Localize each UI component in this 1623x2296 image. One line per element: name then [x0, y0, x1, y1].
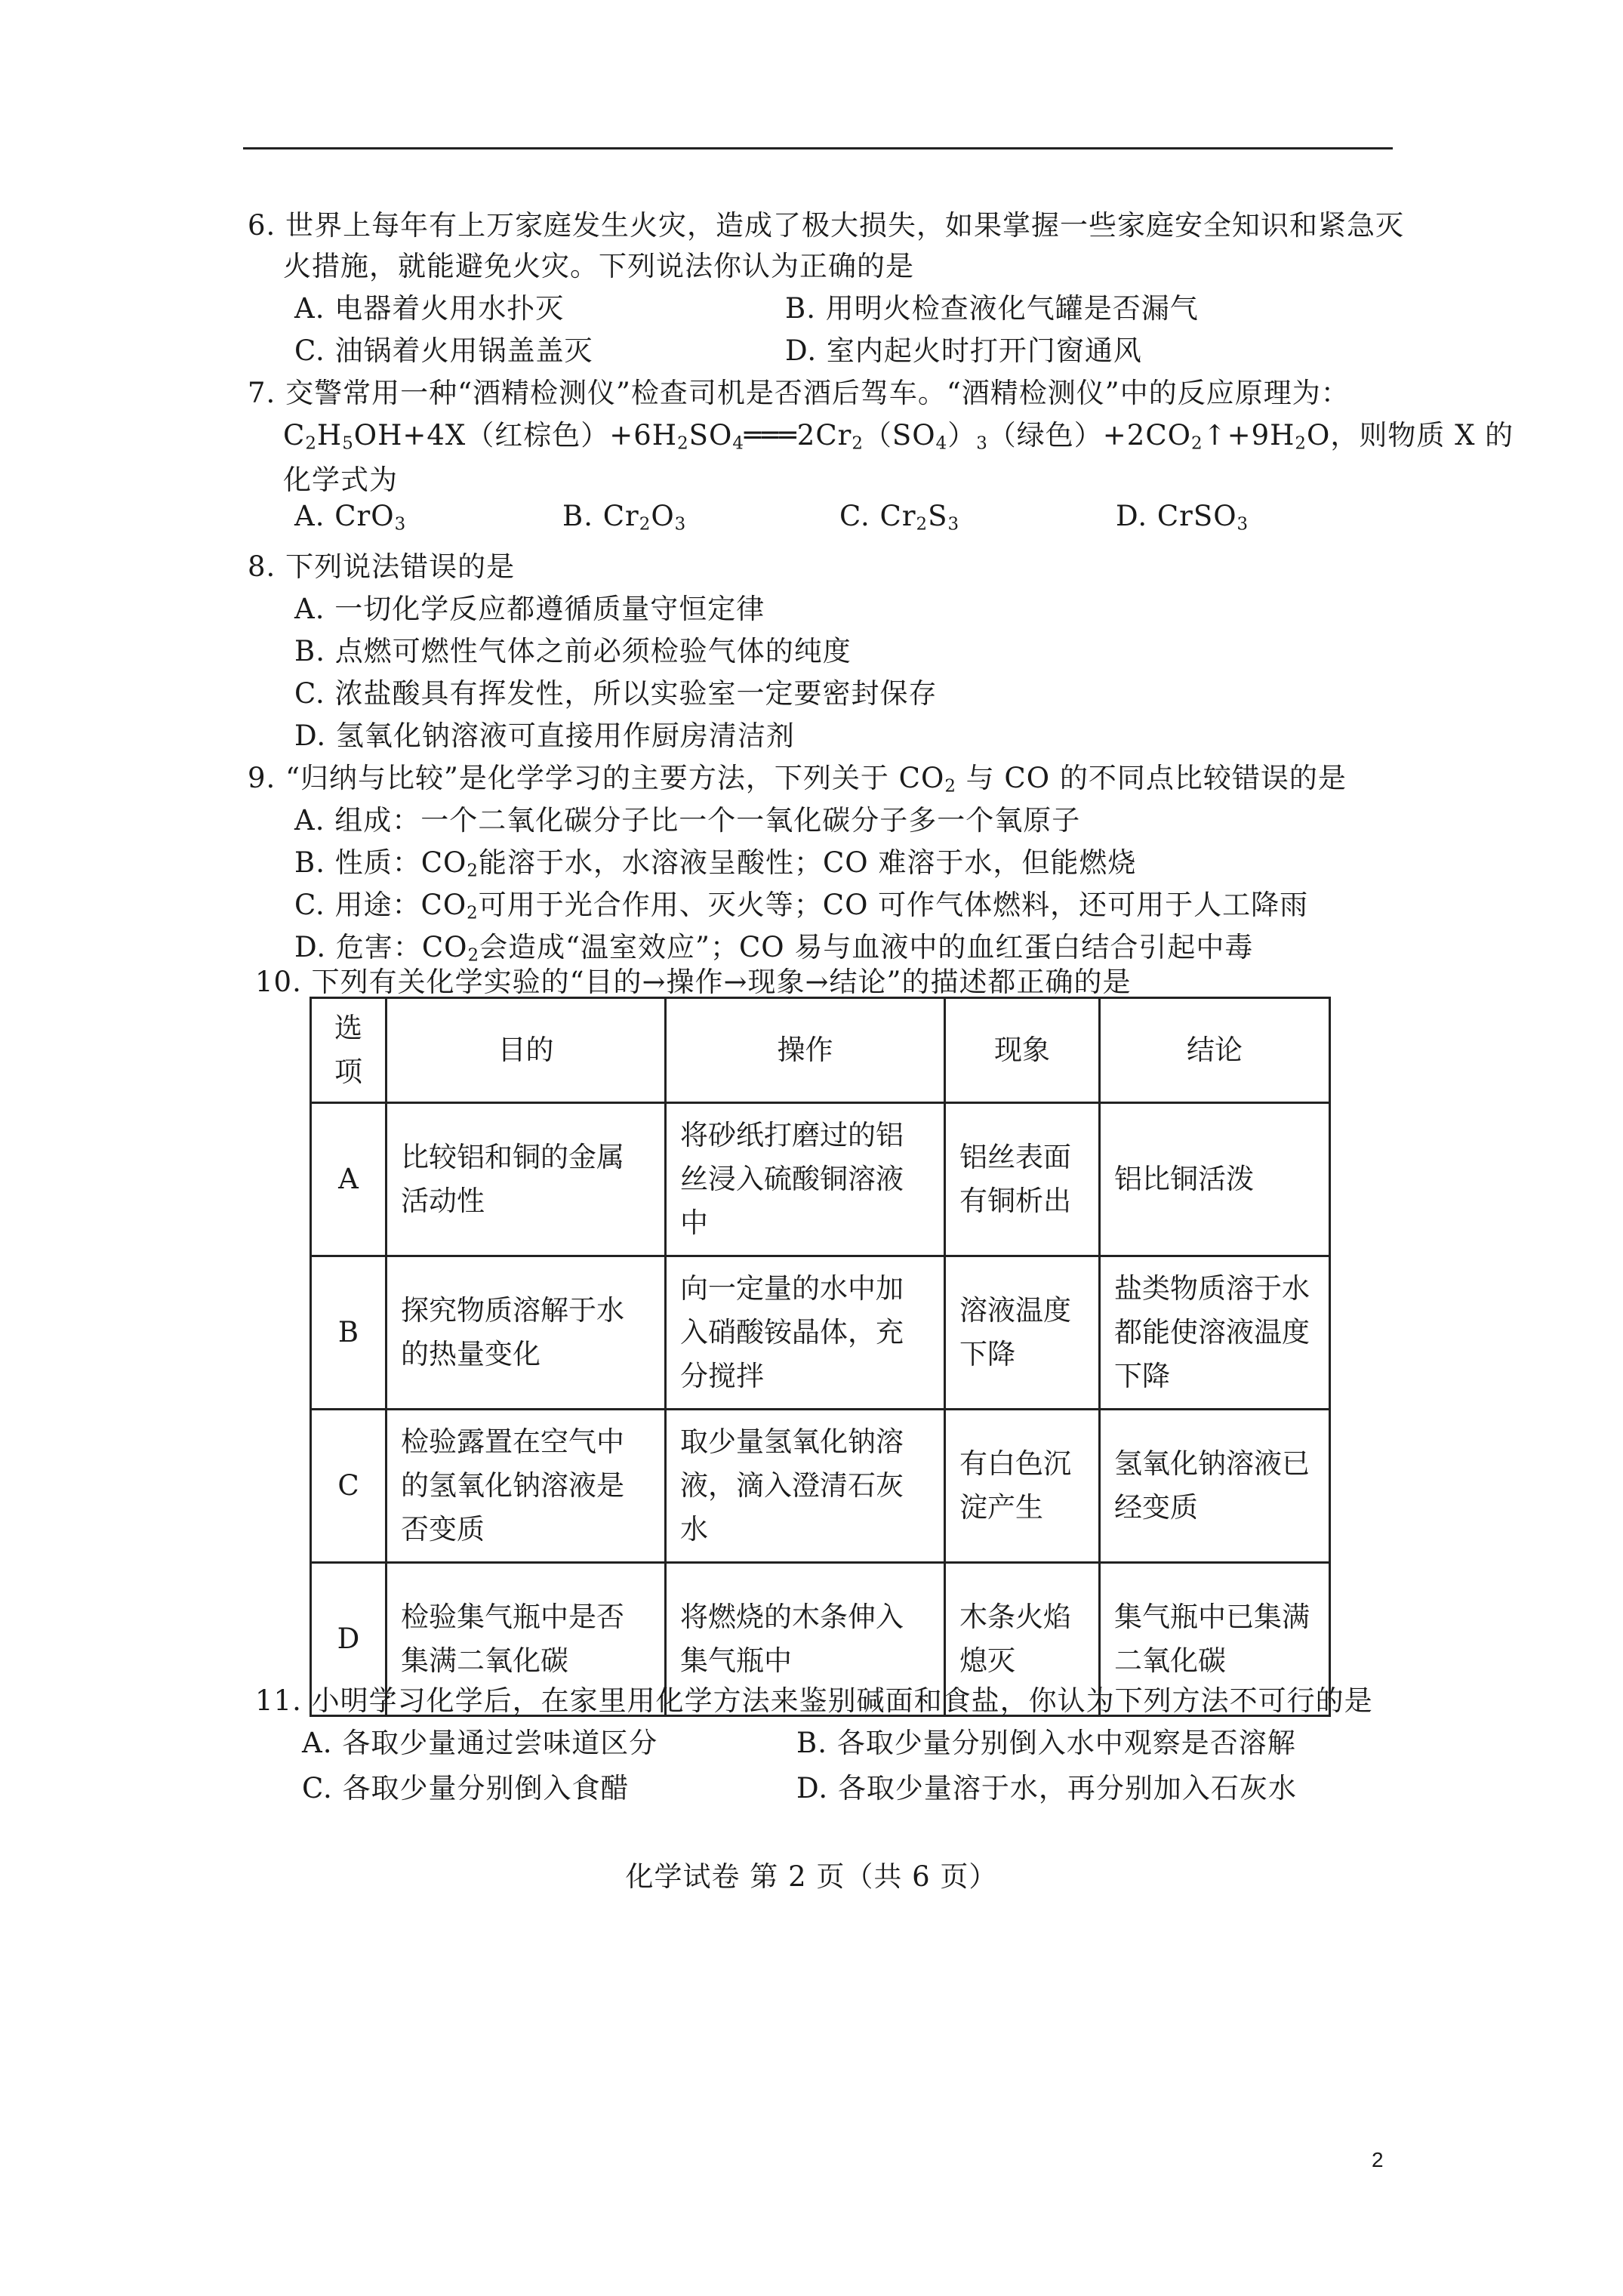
q10-line1: 10. 下列有关化学实验的“目的→操作→现象→结论”的描述都正确的是 — [255, 966, 1132, 998]
cell-operation: 向一定量的水中加入硝酸铵晶体，充分搅拌 — [666, 1256, 945, 1410]
q9-option-a: A. 组成：一个二氧化碳分子比一个一氧化碳分子多一个氧原子 — [294, 804, 1081, 837]
q11-line1: 11. 小明学习化学后，在家里用化学方法来鉴别碱面和食盐，你认为下列方法不可行的是 — [255, 1684, 1373, 1717]
cell-phenomenon: 溶液温度下降 — [945, 1256, 1100, 1410]
q7-equation: $C_2H_5OH+4X$（红棕色）$+6H_2SO_4═══2Cr_2(SO_4)_3$（绿色）$+2CO_2↑+9H_2O$，则物质 X 的 — [283, 419, 1514, 454]
cell-option: B — [311, 1256, 387, 1410]
q9-line1: 9. “归纳与比较”是化学学习的主要方法，下列关于 $CO_2$ 与 CO 的不同点比较错误的是 — [248, 762, 1347, 797]
cell-phenomenon: 有白色沉淀产生 — [945, 1410, 1100, 1563]
cell-purpose: 检验露置在空气中的氢氧化钠溶液是否变质 — [387, 1410, 666, 1563]
q8-option-d: D. 氢氧化钠溶液可直接用作厨房清洁剂 — [294, 720, 795, 752]
header-conclusion: 结论 — [1100, 998, 1330, 1103]
q6-option-b: B. 用明火检查液化气罐是否漏气 — [785, 292, 1199, 325]
q7-line3: 化学式为 — [283, 464, 398, 496]
page-number: 2 — [1372, 2148, 1384, 2171]
header-phenomenon: 现象 — [945, 998, 1100, 1103]
cell-conclusion: 盐类物质溶于水都能使溶液温度下降 — [1100, 1256, 1330, 1410]
q8-option-b: B. 点燃可燃性气体之前必须检验气体的纯度 — [294, 635, 852, 667]
q6-option-d: D. 室内起火时打开门窗通风 — [785, 334, 1142, 367]
q6-line2: 火措施，就能避免火灾。下列说法你认为正确的是 — [283, 250, 914, 282]
table-row — [311, 1410, 1330, 1563]
cell-option: A — [311, 1103, 387, 1256]
cell-phenomenon: 木条火焰熄灭 — [945, 1563, 1100, 1716]
cell-operation: 取少量氢氧化钠溶液，滴入澄清石灰水 — [666, 1410, 945, 1563]
cell-operation: 将燃烧的木条伸入集气瓶中 — [666, 1563, 945, 1716]
cell-option: D — [311, 1563, 387, 1716]
q6-option-a: A. 电器着火用水扑灭 — [294, 292, 565, 325]
q7-option-a: A. CrO$_3$ — [294, 500, 407, 535]
q8-line1: 8. 下列说法错误的是 — [248, 550, 516, 583]
table-header-row — [311, 998, 1330, 1103]
q6-option-c: C. 油锅着火用锅盖盖灭 — [294, 334, 593, 367]
cell-phenomenon: 铝丝表面有铜析出 — [945, 1103, 1100, 1256]
q7-line1: 7. 交警常用一种“酒精检测仪”检查司机是否酒后驾车。“酒精检测仪”中的反应原理为： — [248, 377, 1350, 409]
cell-conclusion: 氢氧化钠溶液已经变质 — [1100, 1410, 1330, 1563]
q11-option-a: A. 各取少量通过尝味道区分 — [302, 1727, 658, 1759]
cell-operation: 将砂纸打磨过的铝丝浸入硫酸铜溶液中 — [666, 1103, 945, 1256]
q9-option-c: C. 用途：$CO_2$可用于光合作用、灭火等；CO 可作气体燃料，还可用于人工降雨 — [294, 889, 1309, 923]
cell-option: C — [311, 1410, 387, 1563]
q7-option-c: C. $Cr_2S_3$ — [839, 500, 960, 535]
page-footer: 化学试卷 第 2 页（共 6 页） — [625, 1860, 998, 1893]
cell-purpose: 检验集气瓶中是否集满二氧化碳 — [387, 1563, 666, 1716]
q9-option-b: B. 性质：$CO_2$能溶于水，水溶液呈酸性；CO 难溶于水，但能燃烧 — [294, 846, 1137, 881]
cell-purpose: 探究物质溶解于水的热量变化 — [387, 1256, 666, 1410]
q8-option-a: A. 一切化学反应都遵循质量守恒定律 — [294, 593, 765, 625]
cell-conclusion: 铝比铜活泼 — [1100, 1103, 1330, 1256]
q8-option-c: C. 浓盐酸具有挥发性，所以实验室一定要密封保存 — [294, 677, 938, 710]
q10-table — [310, 997, 1331, 1717]
header-operation: 操作 — [666, 998, 945, 1103]
q7-option-b: B. $Cr_2O_3$ — [562, 500, 687, 535]
header-rule — [243, 147, 1393, 149]
q11-option-d: D. 各取少量溶于水，再分别加入石灰水 — [796, 1772, 1297, 1804]
table-row — [311, 1256, 1330, 1410]
header-option: 选项 — [311, 998, 387, 1103]
table-row — [311, 1103, 1330, 1256]
q7-option-d: D. CrSO$_3$ — [1116, 500, 1249, 535]
cell-purpose: 比较铝和铜的金属活动性 — [387, 1103, 666, 1256]
cell-conclusion: 集气瓶中已集满二氧化碳 — [1100, 1563, 1330, 1716]
q9-option-d: D. 危害：$CO_2$会造成“温室效应”；CO 易与血液中的血红蛋白结合引起中毒 — [294, 931, 1254, 966]
q6-line1: 6. 世界上每年有上万家庭发生火灾，造成了极大损失，如果掌握一些家庭安全知识和紧急灭 — [248, 209, 1405, 242]
q11-option-c: C. 各取少量分别倒入食醋 — [302, 1772, 630, 1804]
header-purpose: 目的 — [387, 998, 666, 1103]
q11-option-b: B. 各取少量分别倒入水中观察是否溶解 — [796, 1727, 1296, 1759]
